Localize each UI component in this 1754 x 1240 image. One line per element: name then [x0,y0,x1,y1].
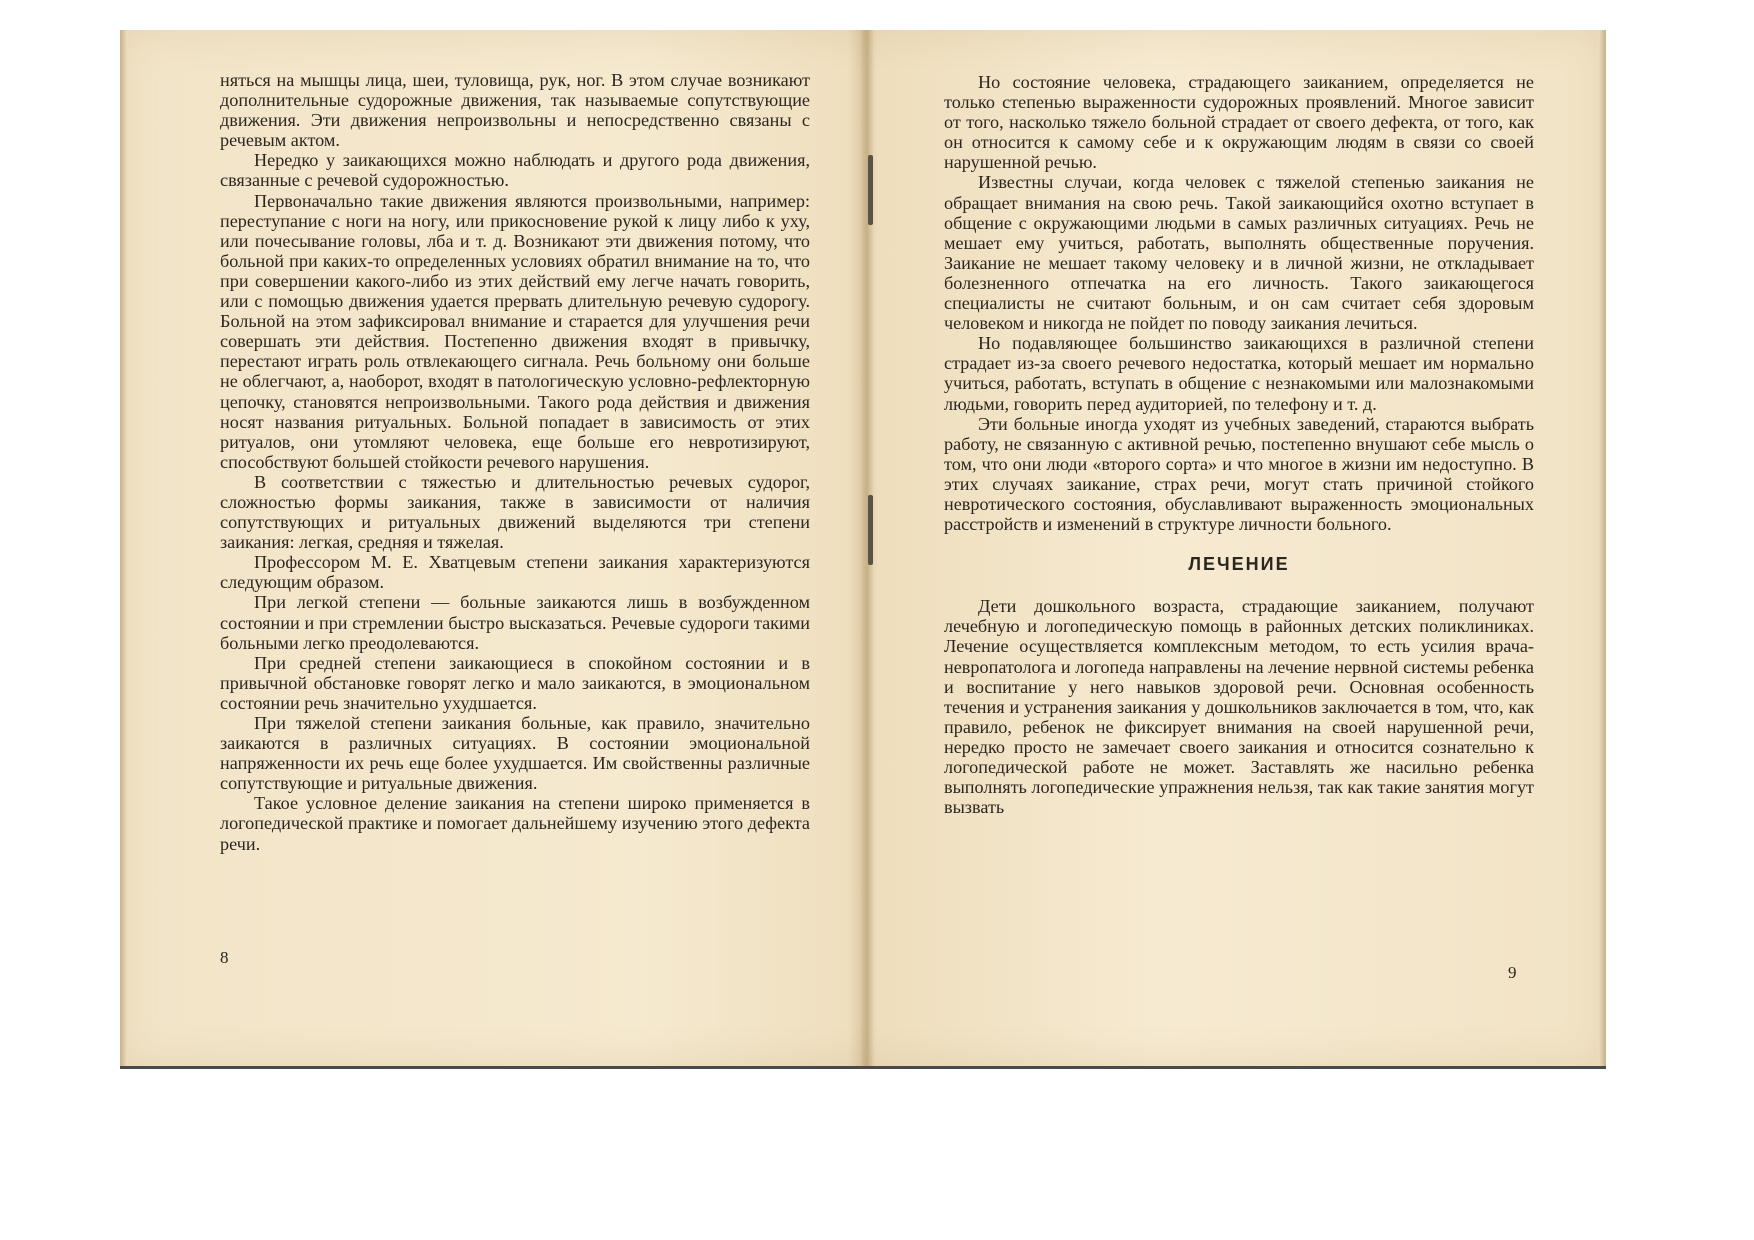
paragraph: При тяжелой степени заикания больные, как правило, значительно заикаются в различных ситуациях. В состоянии эмоциональной напряженности их речь еще более ухудшается. Им свойственны различные сопутствующие и ритуальные движения. [220,713,810,794]
paragraph: Но состояние человека, страдающего заиканием, определяется не только степенью выраженности судорожных проявлений. Многое зависит от того, насколько тяжело больной страдает от своего дефекта, от того, как он относится к самому себе и к окружающим людям в связи со своей нарушенной речью. [944,72,1534,173]
paragraph: няться на мышцы лица, шеи, туловища, рук, ног. В этом случае возникают дополнительные судорожные движения, так называемые сопутствующие движения. Эти движения непроизвольны и непосредственно связаны с речевым актом. [220,70,810,151]
paragraph: Но подавляющее большинство заикающихся в различной степени страдает из-за своего речевого недостатка, который мешает им нормально учиться, работать, вступать в общение с незнакомыми или малознакомыми людьми, говорить перед аудиторией, по телефону и т. д. [944,333,1534,414]
staple-bottom [868,495,873,565]
book-spread [120,30,1606,1069]
paragraph: Нередко у заикающихся можно наблюдать и другого рода движения, связанные с речевой судорожностью. [220,150,810,191]
paragraph: Профессором М. Е. Хватцевым степени заикания характеризуются следующим образом. [220,552,810,593]
page-number-right: 9 [1508,963,1517,982]
page-number-left: 8 [220,948,229,967]
paragraph: Такое условное деление заикания на степени широко применяется в логопедической практике и помогает дальнейшему изучению этого дефекта речи. [220,793,810,854]
right-page-text [944,72,1534,817]
left-page-text [220,70,810,854]
paragraph: Известны случаи, когда человек с тяжелой степенью заикания не обращает внимания на свою речь. Такой заикающийся охотно вступает в общение с окружающими людьми в самых различных ситуациях. Речь не мешает ему учиться, работать, выполнять общественные поручения. Заикание не мешает такому человеку и в личной жизни, не откладывает болезненного отпечатка на его личность. Такого заикающегося специалисты не считают больным, и он сам считает себя здоровым человеком и никогда не пойдет по поводу заикания лечиться. [944,172,1534,334]
left-page-edge [120,30,128,1066]
paragraph: При легкой степени — больные заикаются лишь в возбужденном состоянии и при стремлении быстро высказаться. Речевые судороги такими больными легко преодолеваются. [220,592,810,653]
paragraph: В соответствии с тяжестью и длительностью речевых судорог, сложностью формы заикания, также в зависимости от наличия сопутствующих и ритуальных движений выделяются три степени заикания: легкая, средняя и тяжелая. [220,471,810,553]
paragraph: При средней степени заикающиеся в спокойном состоянии и в привычной обстановке говорят легко и мало заикаются, в эмоциональном состоянии речь значительно ухудшается. [220,652,810,713]
section-heading: ЛЕЧЕНИЕ [1188,554,1290,575]
staple-top [868,155,873,225]
paragraph: Первоначально такие движения являются произвольными, например: переступание с ноги на ногу, или прикосновение рукой к лицу либо к уху, или почесывание головы, лба и т. д. Возникают эти движения потому, что больной при каких-то определенных условиях обратил внимание на то, что при совершении какого-либо из этих действий ему легче начать говорить, или с помощью движения удается прервать длительную речевую судорогу. Больной на этом зафиксировал внимание и старается для улучшения речи совершать эти действия. Постепенно движения входят в привычку, перестают играть роль отвлекающего сигнала. Речь больному они больше не облегчают, а, наоборот, входят в патологическую условно-рефлекторную цепочку, становятся непроизвольными. Такого рода действия и движения носят названия ритуальных. Больной попадает в зависимость от этих ритуалов, они утомляют человека, еще больше его невротизируют, способствуют большей стойкости речевого нарушения. [220,190,810,472]
paragraph: Дети дошкольного возраста, страдающие заиканием, получают лечебную и логопедическую помощь в районных детских поликлиниках. Лечение осуществляется комплексным методом, то есть усилия врача-невропатолога и логопеда направлены на лечение нервной системы ребенка и воспитание у него навыков здоровой речи. Основная особенность течения и устранения заикания у дошкольников заключается в том, что, как правило, ребенок не фиксирует внимания на своей нарушенной речи, нередко просто не замечает своего заикания и относится сознательно к логопедической работе не может. Заставлять же насильно ребенка выполнять логопедические упражнения нельзя, так как такие занятия могут вызвать [944,596,1534,818]
paragraph: Эти больные иногда уходят из учебных заведений, стараются выбрать работу, не связанную с активной речью, постепенно внушают себе мысль о том, что они люди «второго сорта» и что многое в жизни им недоступно. В этих случаях заикание, страх речи, могут стать причиной стойкого невротического состояния, обуславливают выраженность эмоциональных расстройств и изменений в структуре личности больного. [944,413,1534,535]
right-page-edge [1598,30,1606,1066]
